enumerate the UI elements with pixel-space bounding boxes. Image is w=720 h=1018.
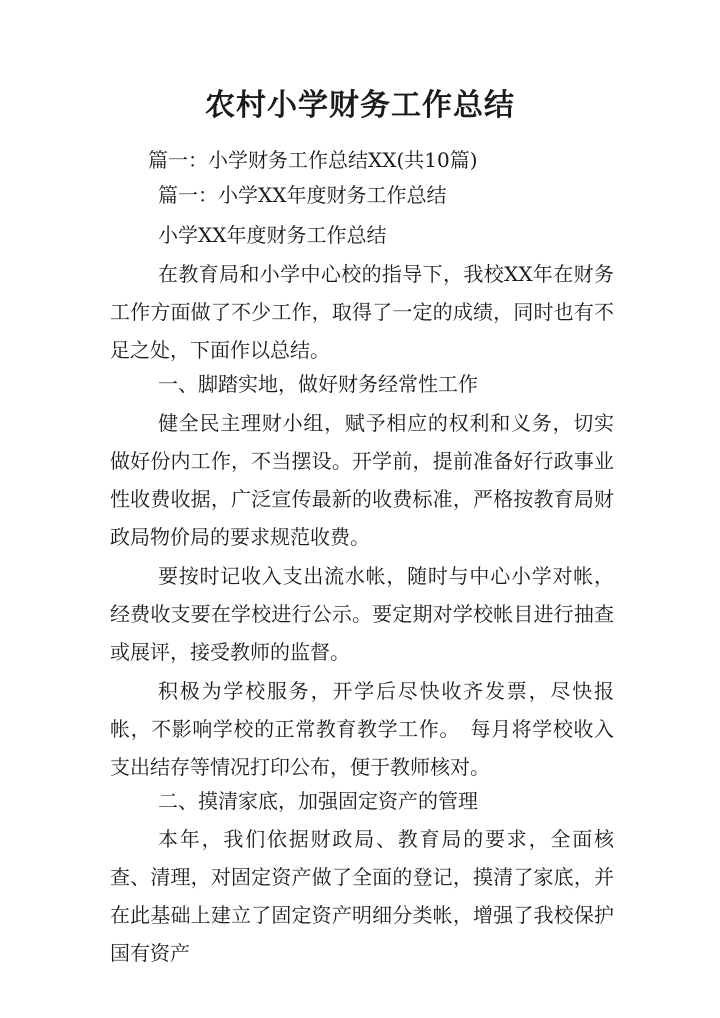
intro-paragraph: 在教育局和小学中心校的指导下，我校XX年在财务工作方面做了不少工作，取得了一定的成绩，同时也有不足之处，下面作以总结。	[110, 262, 614, 362]
section-2-paragraph-1: 本年，我们依据财政局、教育局的要求，全面核查、清理，对固定资产做了全面的登记，摸清了家底，并在此基础上建立了固定资产明细分类帐，增强了我校保护国有资产	[110, 827, 614, 965]
section-1-paragraph-2: 要按时记收入支出流水帐，随时与中心小学对帐，经费收支要在学校进行公示。要定期对学校帐目进行抽查或展评，接受教师的监督。	[110, 564, 614, 664]
section-1-paragraph-1: 健全民主理财小组，赋予相应的权利和义务，切实做好份内工作，不当摆设。开学前，提前准备好行政事业性收费收据，广泛宣传最新的收费标准，严格按教育局财政局物价局的要求规范收费。	[110, 411, 614, 549]
document-title: 农村小学财务工作总结	[205, 88, 515, 123]
section-1-title: 一、脚踏实地，做好财务经常性工作	[158, 372, 478, 396]
section-2-title: 二、摸清家底，加强固定资产的管理	[158, 789, 478, 813]
heading-chapter: 篇一：小学财务工作总结XX(共10篇)	[148, 148, 478, 172]
section-1-paragraph-3: 积极为学校服务，开学后尽快收齐发票，尽快报帐，不影响学校的正常教育教学工作。 每月将学校收入支出结存等情况打印公布，便于教师核对。	[110, 679, 614, 779]
heading-part: 篇一：小学XX年度财务工作总结	[158, 183, 447, 207]
heading-subtitle: 小学XX年度财务工作总结	[158, 223, 387, 247]
